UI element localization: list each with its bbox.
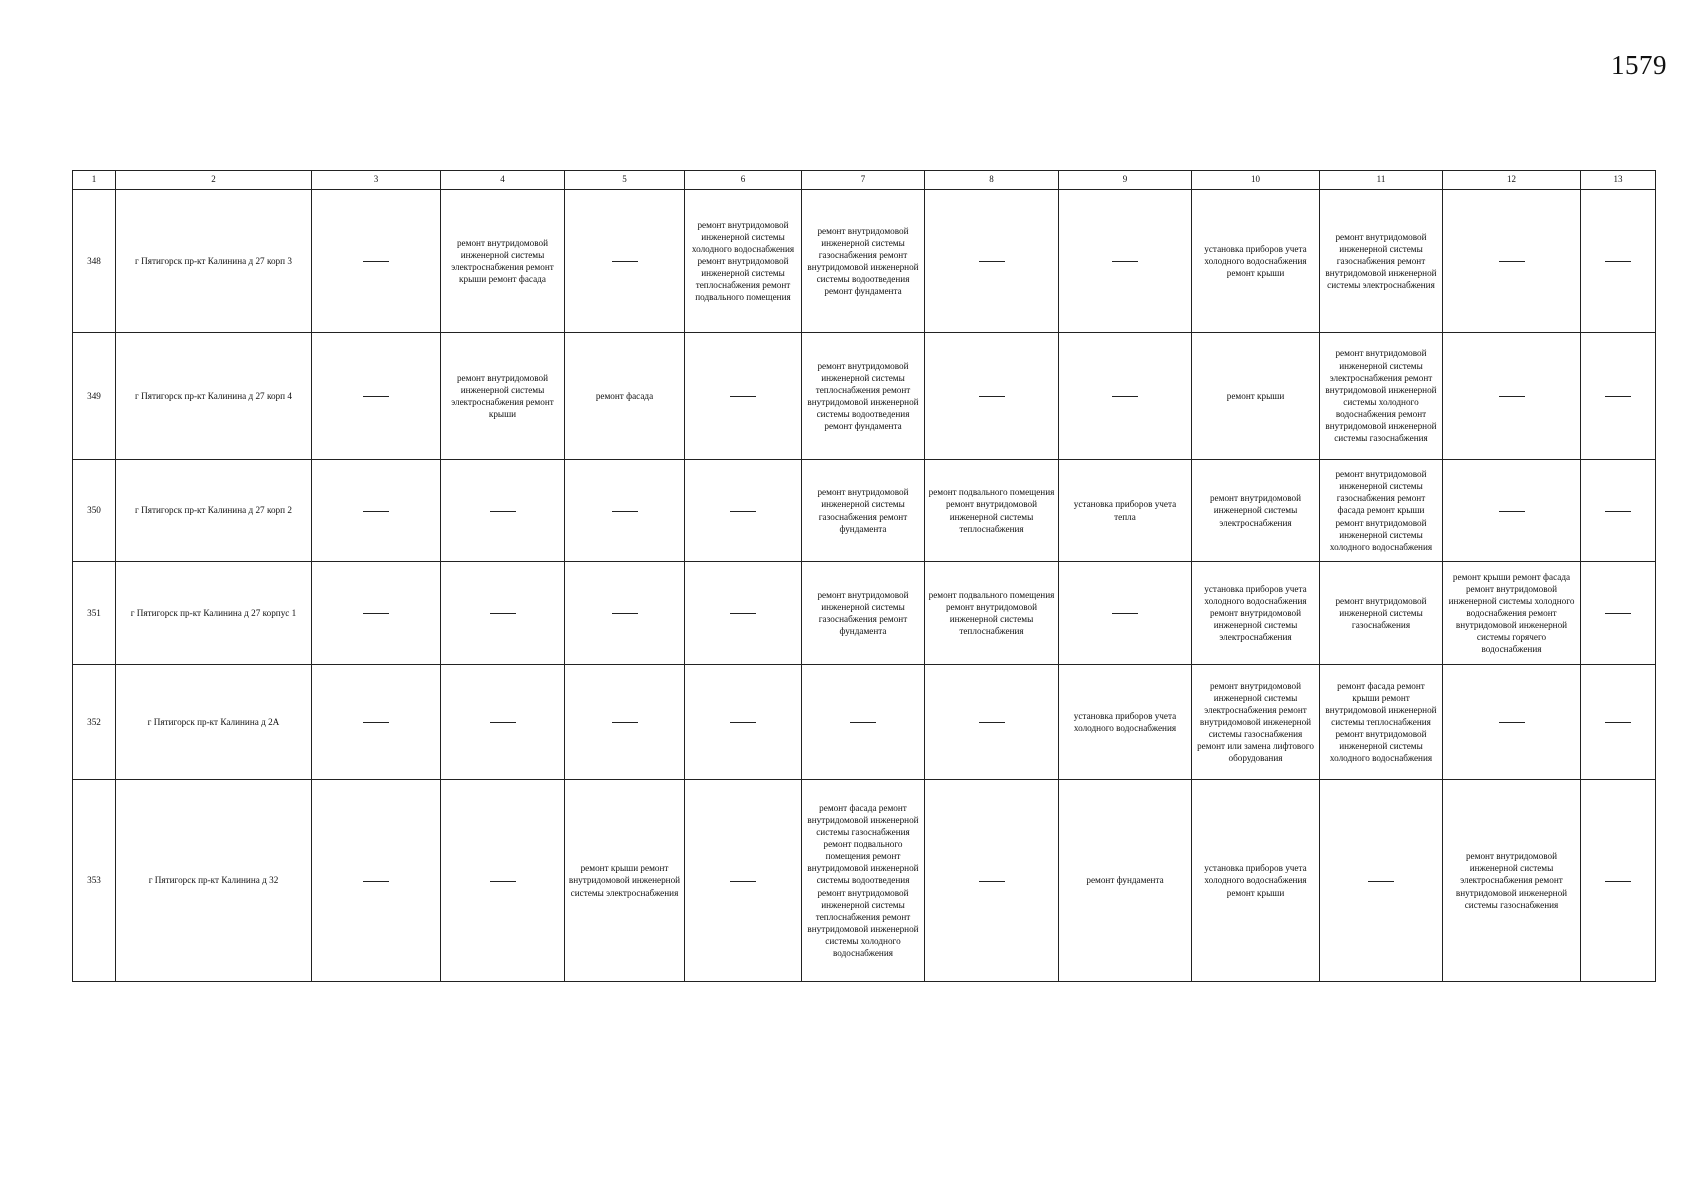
empty-dash bbox=[490, 881, 516, 882]
empty-dash bbox=[1605, 722, 1631, 723]
empty-dash bbox=[730, 881, 756, 882]
empty-dash bbox=[730, 511, 756, 512]
work-cell-7: ремонт внутридомовой инженерной системы газоснабжения ремонт фундамента bbox=[802, 460, 925, 562]
page-number: 1579 bbox=[1611, 50, 1667, 80]
address-cell: г Пятигорск пр-кт Калинина д 27 корп 3 bbox=[116, 190, 312, 333]
work-cell-12 bbox=[1443, 460, 1581, 562]
table-row bbox=[73, 562, 1656, 665]
work-cell-3 bbox=[312, 190, 441, 333]
work-cell-9: установка приборов учета холодного водоснабжения bbox=[1059, 665, 1192, 780]
work-cell-12 bbox=[1443, 333, 1581, 460]
work-cell-7: ремонт внутридомовой инженерной системы газоснабжения ремонт фундамента bbox=[802, 562, 925, 665]
empty-dash bbox=[1605, 881, 1631, 882]
work-cell-13 bbox=[1581, 460, 1656, 562]
empty-dash bbox=[1499, 722, 1525, 723]
work-cell-5 bbox=[565, 460, 685, 562]
work-cell-11: ремонт фасада ремонт крыши ремонт внутридомовой инженерной системы теплоснабжения ремонт внутридомовой инженерной системы холодного водоснабжения bbox=[1320, 665, 1443, 780]
table-row bbox=[73, 780, 1656, 982]
work-cell-4: ремонт внутридомовой инженерной системы электроснабжения ремонт крыши bbox=[441, 333, 565, 460]
work-cell-6 bbox=[685, 333, 802, 460]
address-cell: г Пятигорск пр-кт Калинина д 2А bbox=[116, 665, 312, 780]
work-cell-9: установка приборов учета тепла bbox=[1059, 460, 1192, 562]
work-cell-4 bbox=[441, 562, 565, 665]
row-number-cell: 348 bbox=[73, 190, 116, 333]
address-cell: г Пятигорск пр-кт Калинина д 27 корпус 1 bbox=[116, 562, 312, 665]
work-cell-9: ремонт фундамента bbox=[1059, 780, 1192, 982]
address-cell: г Пятигорск пр-кт Калинина д 27 корп 4 bbox=[116, 333, 312, 460]
work-cell-7 bbox=[802, 665, 925, 780]
work-cell-11 bbox=[1320, 780, 1443, 982]
empty-dash bbox=[979, 722, 1005, 723]
empty-dash bbox=[490, 722, 516, 723]
work-cell-8 bbox=[925, 665, 1059, 780]
work-cell-9 bbox=[1059, 190, 1192, 333]
empty-dash bbox=[1112, 396, 1138, 397]
work-cell-10: установка приборов учета холодного водоснабжения ремонт крыши bbox=[1192, 780, 1320, 982]
empty-dash bbox=[363, 613, 389, 614]
work-cell-3 bbox=[312, 460, 441, 562]
empty-dash bbox=[979, 261, 1005, 262]
work-cell-13 bbox=[1581, 562, 1656, 665]
column-header: 7 bbox=[802, 171, 925, 190]
empty-dash bbox=[490, 511, 516, 512]
empty-dash bbox=[1499, 396, 1525, 397]
empty-dash bbox=[1605, 261, 1631, 262]
work-cell-4 bbox=[441, 780, 565, 982]
empty-dash bbox=[363, 261, 389, 262]
empty-dash bbox=[850, 722, 876, 723]
work-cell-6 bbox=[685, 562, 802, 665]
empty-dash bbox=[979, 881, 1005, 882]
work-cell-13 bbox=[1581, 190, 1656, 333]
work-cell-10: установка приборов учета холодного водоснабжения ремонт внутридомовой инженерной системы электроснабжения bbox=[1192, 562, 1320, 665]
work-cell-3 bbox=[312, 562, 441, 665]
empty-dash bbox=[363, 511, 389, 512]
work-cell-9 bbox=[1059, 333, 1192, 460]
empty-dash bbox=[979, 396, 1005, 397]
work-cell-11: ремонт внутридомовой инженерной системы электроснабжения ремонт внутридомовой инженерной системы холодного водоснабжения ремонт внутридомовой инженерной системы газоснабжения bbox=[1320, 333, 1443, 460]
column-header: 5 bbox=[565, 171, 685, 190]
work-cell-4 bbox=[441, 460, 565, 562]
empty-dash bbox=[612, 261, 638, 262]
table-row bbox=[73, 333, 1656, 460]
column-header: 2 bbox=[116, 171, 312, 190]
column-header: 1 bbox=[73, 171, 116, 190]
work-cell-10: ремонт внутридомовой инженерной системы электроснабжения bbox=[1192, 460, 1320, 562]
empty-dash bbox=[730, 722, 756, 723]
table-row bbox=[73, 665, 1656, 780]
work-cell-7: ремонт внутридомовой инженерной системы газоснабжения ремонт внутридомовой инженерной системы водоотведения ремонт фундамента bbox=[802, 190, 925, 333]
work-cell-9 bbox=[1059, 562, 1192, 665]
empty-dash bbox=[1112, 261, 1138, 262]
work-cell-12 bbox=[1443, 190, 1581, 333]
work-cell-5: ремонт крыши ремонт внутридомовой инженерной системы электроснабжения bbox=[565, 780, 685, 982]
work-cell-11: ремонт внутридомовой инженерной системы газоснабжения ремонт фасада ремонт крыши ремонт внутридомовой инженерной системы холодного водоснабжения bbox=[1320, 460, 1443, 562]
work-cell-7: ремонт внутридомовой инженерной системы теплоснабжения ремонт внутридомовой инженерной системы водоотведения ремонт фундамента bbox=[802, 333, 925, 460]
empty-dash bbox=[1368, 881, 1394, 882]
column-header: 8 bbox=[925, 171, 1059, 190]
column-header: 3 bbox=[312, 171, 441, 190]
work-cell-4 bbox=[441, 665, 565, 780]
empty-dash bbox=[612, 511, 638, 512]
work-cell-11: ремонт внутридомовой инженерной системы газоснабжения ремонт внутридомовой инженерной системы электроснабжения bbox=[1320, 190, 1443, 333]
table-row bbox=[73, 190, 1656, 333]
work-cell-12: ремонт крыши ремонт фасада ремонт внутридомовой инженерной системы холодного водоснабжения ремонт внутридомовой инженерной системы горячего водоснабжения bbox=[1443, 562, 1581, 665]
table-row bbox=[73, 460, 1656, 562]
work-cell-12 bbox=[1443, 665, 1581, 780]
empty-dash bbox=[1605, 396, 1631, 397]
repair-schedule-table bbox=[72, 170, 1656, 982]
column-number-row bbox=[73, 171, 1656, 190]
empty-dash bbox=[490, 613, 516, 614]
work-cell-13 bbox=[1581, 780, 1656, 982]
row-number-cell: 352 bbox=[73, 665, 116, 780]
work-cell-5: ремонт фасада bbox=[565, 333, 685, 460]
empty-dash bbox=[363, 722, 389, 723]
work-cell-3 bbox=[312, 665, 441, 780]
address-cell: г Пятигорск пр-кт Калинина д 27 корп 2 bbox=[116, 460, 312, 562]
empty-dash bbox=[1112, 613, 1138, 614]
column-header: 6 bbox=[685, 171, 802, 190]
work-cell-10: ремонт внутридомовой инженерной системы электроснабжения ремонт внутридомовой инженерной системы газоснабжения ремонт или замена лифтового оборудования bbox=[1192, 665, 1320, 780]
empty-dash bbox=[1499, 261, 1525, 262]
work-cell-5 bbox=[565, 190, 685, 333]
empty-dash bbox=[612, 722, 638, 723]
work-cell-13 bbox=[1581, 665, 1656, 780]
empty-dash bbox=[1605, 613, 1631, 614]
work-cell-11: ремонт внутридомовой инженерной системы газоснабжения bbox=[1320, 562, 1443, 665]
work-cell-6 bbox=[685, 665, 802, 780]
work-cell-12: ремонт внутридомовой инженерной системы электроснабжения ремонт внутридомовой инженерной системы газоснабжения bbox=[1443, 780, 1581, 982]
column-header: 12 bbox=[1443, 171, 1581, 190]
column-header: 4 bbox=[441, 171, 565, 190]
work-cell-6 bbox=[685, 780, 802, 982]
work-cell-3 bbox=[312, 333, 441, 460]
row-number-cell: 353 bbox=[73, 780, 116, 982]
work-cell-3 bbox=[312, 780, 441, 982]
column-header: 9 bbox=[1059, 171, 1192, 190]
row-number-cell: 349 bbox=[73, 333, 116, 460]
column-header: 13 bbox=[1581, 171, 1656, 190]
work-cell-7: ремонт фасада ремонт внутридомовой инженерной системы газоснабжения ремонт подвального помещения ремонт внутридомовой инженерной системы водоотведения ремонт внутридомовой инженерной системы теплоснабжения ремонт внутридомовой инженерной системы холодного водоснабжения bbox=[802, 780, 925, 982]
row-number-cell: 350 bbox=[73, 460, 116, 562]
empty-dash bbox=[363, 396, 389, 397]
work-cell-6: ремонт внутридомовой инженерной системы холодного водоснабжения ремонт внутридомовой инженерной системы теплоснабжения ремонт подвального помещения bbox=[685, 190, 802, 333]
empty-dash bbox=[730, 396, 756, 397]
work-cell-10: установка приборов учета холодного водоснабжения ремонт крыши bbox=[1192, 190, 1320, 333]
work-cell-8 bbox=[925, 190, 1059, 333]
work-cell-4: ремонт внутридомовой инженерной системы электроснабжения ремонт крыши ремонт фасада bbox=[441, 190, 565, 333]
row-number-cell: 351 bbox=[73, 562, 116, 665]
empty-dash bbox=[1605, 511, 1631, 512]
work-cell-6 bbox=[685, 460, 802, 562]
work-cell-5 bbox=[565, 562, 685, 665]
work-cell-8: ремонт подвального помещения ремонт внутридомовой инженерной системы теплоснабжения bbox=[925, 460, 1059, 562]
work-cell-8 bbox=[925, 780, 1059, 982]
empty-dash bbox=[363, 881, 389, 882]
address-cell: г Пятигорск пр-кт Калинина д 32 bbox=[116, 780, 312, 982]
empty-dash bbox=[612, 613, 638, 614]
empty-dash bbox=[1499, 511, 1525, 512]
work-cell-5 bbox=[565, 665, 685, 780]
work-cell-13 bbox=[1581, 333, 1656, 460]
work-cell-10: ремонт крыши bbox=[1192, 333, 1320, 460]
column-header: 11 bbox=[1320, 171, 1443, 190]
work-cell-8 bbox=[925, 333, 1059, 460]
work-cell-8: ремонт подвального помещения ремонт внутридомовой инженерной системы теплоснабжения bbox=[925, 562, 1059, 665]
empty-dash bbox=[730, 613, 756, 614]
column-header: 10 bbox=[1192, 171, 1320, 190]
